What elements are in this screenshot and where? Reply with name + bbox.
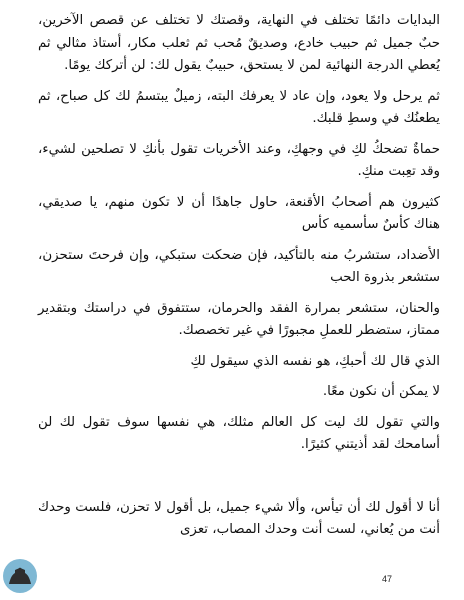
page-text	[38, 10, 440, 550]
paragraph-7: الذي قال لك أحبكِ، هو نفسه الذي سيقول لكِ	[190, 353, 440, 369]
paragraph-8: لا يمكن أن نكون معًا.	[322, 384, 440, 399]
paragraph-1: البدايات دائمًا تختلف في النهاية، وقصتك لا تختلف عن قصص الآخرين، حبٌ جميل ثم حبيب خادع، وصديقٌ مُحب ثم ثعلب مكار، أستاذ مثالي ثم يُعطي الدرجة النهائية لمن لا يستحق، حبيبٌ يقول لك: لن أتركك يومًا.	[38, 13, 440, 73]
paragraph-9: والتي تقول لك ليت كل العالم مثلك، هي نفسها سوف تقول لك لن أسامحك لقد أذيتني كثيرًا.	[38, 414, 440, 452]
paragraph-3: حماةٌ تضحكُ لكِ في وجهكِ، وعند الأخريات تقول بأنكِ لا تصلحين لشيء، وقد تعِبت منكِ.	[38, 141, 440, 179]
paragraph-4: كثيرون هم أصحابُ الأقنعة، حاول جاهدًا أن لا تكون منهم، يا صديقي، هناك كأسٌ سأسميه كأس	[38, 194, 440, 232]
page-number: 47	[382, 574, 393, 584]
paragraph-5: الأضداد، ستشربُ منه بالتأكيد، فإن ضحكت ستبكي، وإن فرحتَ ستحزن، ستشعر بذروة الحب	[38, 247, 440, 285]
reader-logo-icon[interactable]	[2, 558, 38, 594]
paragraph-6: والحنان، ستشعر بمرارة الفقد والحرمان، ستتفوق في دراستك وبتقدير ممتاز، ستضطر للعملِ مجبورًا في غير تخصصك.	[38, 300, 440, 338]
paragraph-2: ثم يرحل ولا يعود، وإن عاد لا يعرفك البته، زميلٌ يبتسمُ لك كل صباح، ثم يطعنُك في وسطِ قلبك.	[38, 88, 440, 126]
paragraph-10: أنا لا أقول لك أن تيأس، وألا شيء جميل، بل أقول لا تحزن، فلست وحدك أنت من يُعاني، لست أنت وحدك المصاب، تعزى	[38, 499, 440, 537]
